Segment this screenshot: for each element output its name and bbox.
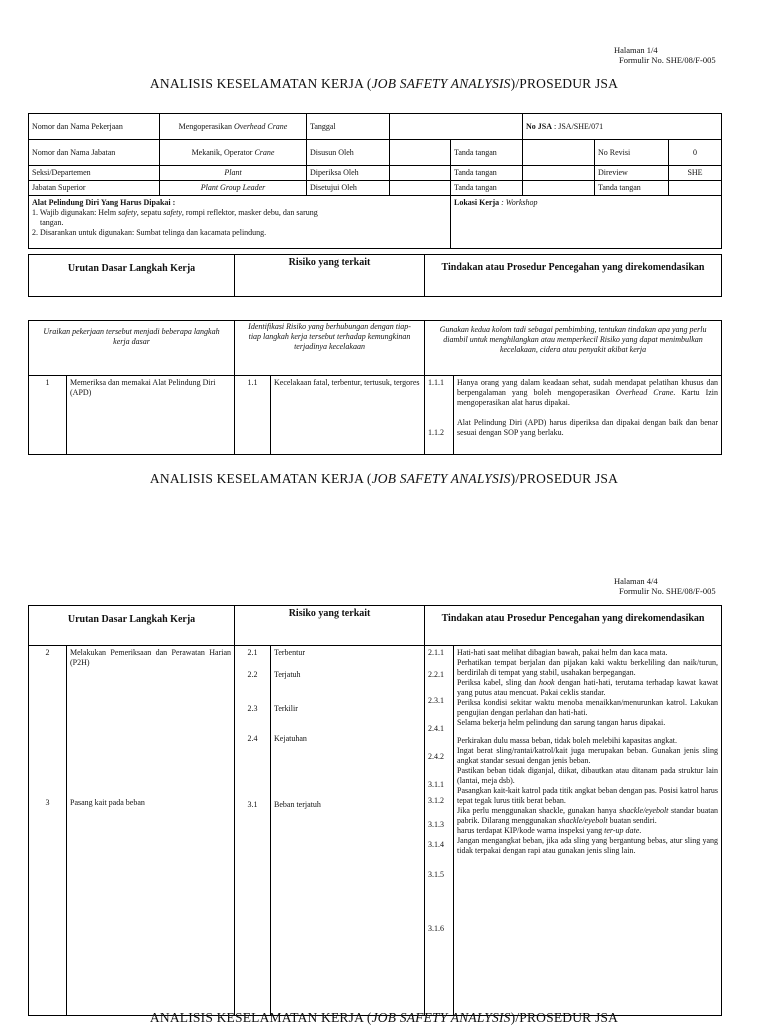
header-steps-p4: Urutan Dasar Langkah Kerja [29,606,235,646]
position-value: Mekanik, Operator Crane [160,140,307,166]
prepared-by-value [390,140,451,166]
revision-value: 0 [669,140,722,166]
date-label: Tanggal [307,114,390,140]
header-risks: Risiko yang terkait [235,255,425,297]
job-name-value: Mengoperasikan Overhead Crane [160,114,307,140]
action-numbers-p4: 2.1.1 2.2.1 2.3.1 2.4.1 2.4.2 3.1.1 3.1.2 3.1.3 3.1.4 3.1.5 3.1.6 [425,646,454,1016]
approved-by-label: Disetujui Oleh [307,181,390,196]
reviewed-value: SHE [669,166,722,181]
prepared-by-label: Disusun Oleh [307,140,390,166]
date-value [390,114,523,140]
step-number: 1 [29,376,67,455]
guide-risks: Identifikasi Risiko yang berhubungan dengan tiap-tiap langkah kerja tersebut terhadap kemungkinan terjadinya kecelakaan [235,321,425,376]
page-number: Halaman 1/4 [614,45,658,55]
checked-by-label: Diperiksa Oleh [307,166,390,181]
jsa-info-table [28,113,722,249]
header-actions: Tindakan atau Prosedur Pencegahan yang direkomendasikan [425,255,722,297]
signature-label: Tanda tangan [451,140,523,166]
step-description: Memeriksa dan memakai Alat Pelindung Diri (APD) [67,376,235,455]
document-title: ANALISIS KESELAMATAN KERJA (JOB SAFETY ANALYSIS)/PROSEDUR JSA [149,76,619,91]
header-steps: Urutan Dasar Langkah Kerja [29,255,235,297]
guide-steps: Uraikan pekerjaan tersebut menjadi beberapa langkah kerja dasar [29,321,235,376]
approved-by-value [390,181,451,196]
page4-number: Halaman 4/4 [614,576,658,586]
header-actions-p4: Tindakan atau Prosedur Pencegahan yang direkomendasikan [425,606,722,646]
jsa-steps-table-page1 [28,320,722,455]
page4-footer-title: ANALISIS KESELAMATAN KERJA (JOB SAFETY ANALYSIS)/PROSEDUR JSA [149,1010,619,1025]
guide-actions: Gunakan kedua kolom tadi sebagai pembimbing, tentukan tindakan apa yang perlu diambil untuk menghilangkan atau memperkecil Risiko yang dapat menimbulkan kecelakaan, cidera atau penyakit akibat kerja [425,321,722,376]
risk-number: 1.1 [235,376,271,455]
action-description: Hanya orang yang dalam keadaan sehat, sudah mendapat pelatihan khusus dan berpengalaman yang boleh mengoperasikan Overhead Crane. Kartu Izin mengoperasikan alat harus dipakai. Alat Pelindung Diri (APD) harus diperiksa dan dipakai dengan baik dan benar sesuai dengan SOP yang berlaku. [454,376,722,455]
ppe-requirements: Alat Pelindung Diri Yang Harus Dipakai : 1. Wajib digunakan: Helm safety, sepatu safety, rompi reflektor, masker debu, dan sarung tangan. 2. Disarankan untuk digunakan: Sumbat telinga dan kacamata pelindung. [29,196,451,249]
superior-label: Jabatan Superior [29,181,160,196]
risk-description: Kecelakaan fatal, terbentur, tertusuk, tergores [271,376,425,455]
page4-form-number: Formulir No. SHE/08/F-005 [619,586,716,596]
signature-label-2: Tanda tangan [451,166,523,181]
signature-value-3 [523,181,595,196]
signature-label-4: Tanda tangan [595,181,669,196]
risk-numbers-p4: 2.1 2.2 2.3 2.4 3.1 [235,646,271,1016]
step-descriptions-p4: Melakukan Pemeriksaan dan Perawatan Harian (P2H) Pasang kait pada beban [67,646,235,1016]
superior-value: Plant Group Leader [160,181,307,196]
step-numbers-p4: 2 3 [29,646,67,1016]
page1-footer-title: ANALISIS KESELAMATAN KERJA (JOB SAFETY ANALYSIS)/PROSEDUR JSA [149,471,619,486]
job-name-label: Nomor dan Nama Pekerjaan [29,114,160,140]
signature-value-2 [523,166,595,181]
action-descriptions-p4: Hati-hati saat melihat dibagian bawah, pakai helm dan kaca mata. Perhatikan tempat berjalan dan pijakan kaki waktu berkeliling dan naik/turun, berdirilah di tempat yang stabil, usahakan berpegangan. Periksa kabel, sling dan hook dengan hati-hati, terutama terhadap kawat kawat yang putus atau mencuat. Pakai ceklis standar. Periksa kondisi sekitar waktu menoba menaikkan/menurunkan katrol. Lakukan pengujian dengan perlahan dan hati-hati. Selama bekerja helm pelindung dan sarung tangan harus dipakai. Perkirakan dulu massa beban, tidak boleh melebihi kapasitas angkat. Ingat berat sling/rantai/katrol/kait juga merupakan beban. Gunakan jenis sling angkat standar sesuai dengan jenis beban. Pastikan beban tidak diganjal, diikat, dibautkan atau ditanam pada struktur lain (lantai, meja dsb). Pasangkan kait-kait katrol pada titik angkat beban dengan pas. Posisi katrol harus tepat tegak lurus titik berat beban. Jika perlu menggunakan shackle, gunakan hanya shackle/eyebolt standar buatan pabrik. Dilarang menggunakan shackle/eyebolt buatan sendiri. harus terdapat KIP/kode warna inspeksi yang ter-up date. Jangan mengangkat beban, jika ada sling yang bergantung bebas, atur sling yang tidak terpakai dengan rapi atau gunakan jenis sling lain. [454,646,722,1016]
revision-label: No Revisi [595,140,669,166]
department-value: Plant [160,166,307,181]
signature-value-4 [669,181,722,196]
jsa-steps-table-page4 [28,605,722,1016]
form-number: Formulir No. SHE/08/F-005 [619,55,716,65]
position-label: Nomor dan Nama Jabatan [29,140,160,166]
checked-by-value [390,166,451,181]
signature-label-3: Tanda tangan [451,181,523,196]
work-location: Lokasi Kerja : Workshop [451,196,722,249]
header-risks-p4: Risiko yang terkait [235,606,425,646]
department-label: Seksi/Departemen [29,166,160,181]
risk-descriptions-p4: Terbentur Terjatuh Terkilir Kejatuhan Beban terjatuh [271,646,425,1016]
reviewed-label: Direview [595,166,669,181]
signature-value [523,140,595,166]
jsa-column-headers [28,254,722,297]
jsa-number: No JSA : JSA/SHE/071 [523,114,722,140]
action-numbers: 1.1.1 1.1.2 [425,376,454,455]
